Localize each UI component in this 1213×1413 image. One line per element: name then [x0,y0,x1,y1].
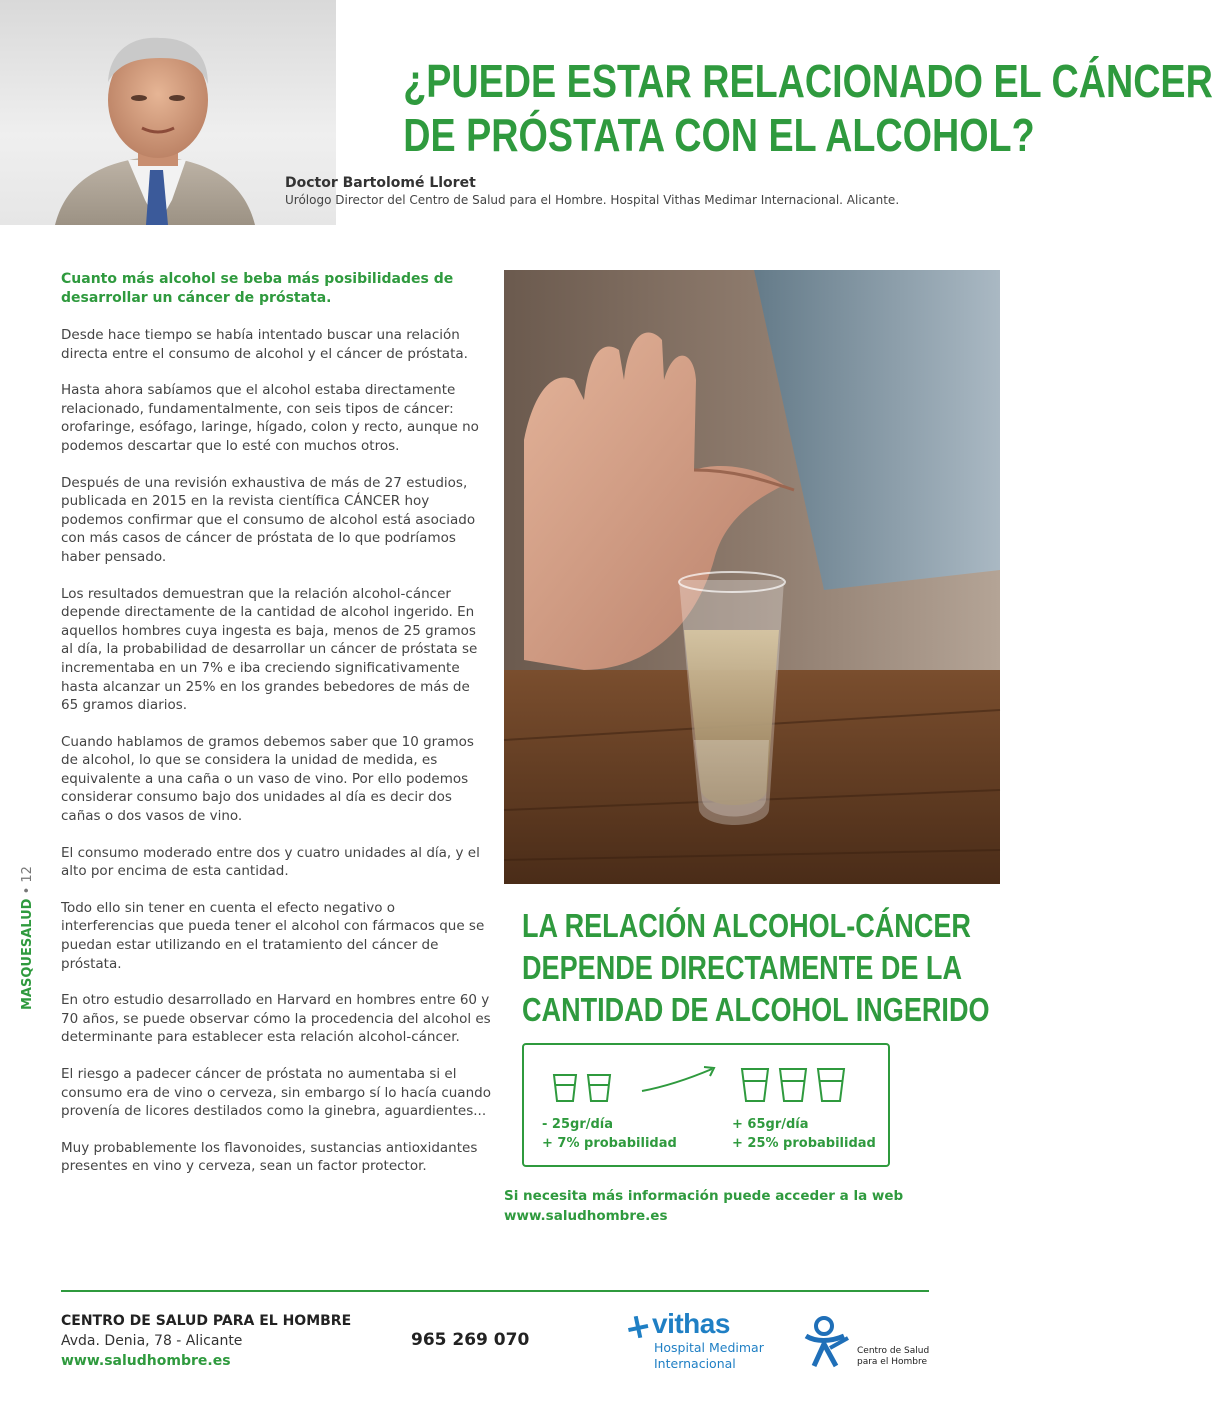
vithas-subtitle-line-1: Hospital Medimar [654,1340,764,1355]
footer-divider [61,1290,929,1292]
paragraph: Los resultados demuestran que la relación alcohol-cáncer depende directamente de la cantidad de alcohol ingerido. En aquellos hombres cuya ingesta es baja, menos de 25 gramos al día, la probabilidad de desarrollar un cáncer de próstata se incrementaba en un 7% e iba creciendo significativamente hasta alcanzar un 25% en los grandes bebedores de más de 65 gramos diarios. [61,585,478,714]
title-line-1: ¿PUEDE ESTAR RELACIONADO EL CÁNCER [403,55,1213,107]
centro-salud-logo-icon [800,1314,860,1370]
glass-icon [818,1069,844,1101]
paragraph: Todo ello sin tener en cuenta el efecto negativo o interferencias que pueda tener el alcohol con fármacos que se puedan estar utilizando en el tratamiento del cáncer de próstata. [61,899,485,972]
more-info-text: Si necesita más información puede acceder a la web [504,1188,904,1204]
article-title [403,54,1213,162]
callout-line-1: LA RELACIÓN ALCOHOL-CÁNCER [522,907,971,944]
high-grams: + 65gr/día [732,1117,809,1132]
high-consumption-stat [732,1115,876,1153]
more-info [504,1186,903,1226]
page-label [20,866,35,1010]
vithas-subtitle-line-2: Internacional [654,1356,736,1371]
glass-icon [588,1075,610,1101]
page-number: 12 [20,866,35,883]
hand-and-glass-illustration [504,270,1000,884]
paragraph: El consumo moderado entre dos y cuatro unidades al día, y el alto por encima de esta cantidad. [61,844,480,880]
paragraph: Desde hace tiempo se había intentado buscar una relación directa entre el consumo de alcohol y el cáncer de próstata. [61,327,468,362]
glass-icon [780,1069,806,1101]
high-probability: + 25% probabilidad [732,1136,876,1151]
csh-line-2: para el Hombre [857,1357,927,1367]
vithas-logo-icon [624,1312,652,1340]
centro-salud-logo-text [857,1346,929,1368]
glass-icon [742,1069,768,1101]
footer-address: Avda. Denia, 78 - Alicante [61,1333,243,1349]
vithas-logo: vithas [652,1308,730,1339]
low-grams: - 25gr/día [542,1117,614,1132]
arrow-up-right-icon [642,1067,714,1091]
portrait-illustration [0,0,336,225]
paragraph: Muy probablemente los flavonoides, sustancias antioxidantes presentes en vino y cerveza, sean un factor protector. [61,1139,478,1175]
callout-heading [522,905,990,1031]
glasses-diagram [524,1045,888,1115]
footer-center-name: CENTRO DE SALUD PARA EL HOMBRE [61,1313,352,1329]
low-probability: + 7% probabilidad [542,1136,677,1151]
author-name: Doctor Bartolomé Lloret [285,175,476,191]
csh-line-1: Centro de Salud [857,1346,930,1356]
callout-line-3: CANTIDAD DE ALCOHOL INGERIDO [522,991,990,1028]
label-separator: • [20,886,35,895]
consumption-infographic [522,1043,890,1167]
refusing-drink-photo [504,270,1000,884]
footer-phone: 965 269 070 [411,1330,530,1350]
callout-line-2: DEPENDE DIRECTAMENTE DE LA [522,949,963,986]
paragraph: Cuando hablamos de gramos debemos saber que 10 gramos de alcohol, lo que se considera la unidad de medida, es equivalente a una caña o un vaso de vino. Por ello podemos considerar consumo bajo dos unidades al día es decir dos cañas o dos vasos de vino. [61,733,474,825]
article-lead: Cuanto más alcohol se beba más posibilidades de desarrollar un cáncer de próstata. [61,271,454,306]
glass-icon [554,1075,576,1101]
paragraph: El riesgo a padecer cáncer de próstata no aumentaba si el consumo era de vino o cerveza, sin embargo sí lo hacía cuando provenía de licores destilados como la ginebra, aguardientes... [61,1066,491,1120]
low-consumption-stat [542,1115,677,1153]
paragraph: Después de una revisión exhaustiva de más de 27 estudios, publicada en 2015 en la revista científica CÁNCER hoy podemos confirmar que el consumo de alcohol está asociado con más casos de cáncer de próstata de lo que podríamos haber pensado. [61,474,476,565]
footer-website-link[interactable]: www.saludhombre.es [61,1353,231,1369]
paragraph: En otro estudio desarrollado en Harvard en hombres entre 60 y 70 años, se puede observar cómo la procedencia del alcohol es determinante para establecer esta relación alcohol-cáncer. [61,992,491,1046]
more-info-link[interactable]: www.saludhombre.es [504,1208,668,1224]
vithas-subtitle [654,1340,764,1372]
author-portrait [0,0,336,225]
author-role: Urólogo Director del Centro de Salud para el Hombre. Hospital Vithas Medimar Internacional. Alicante. [285,193,900,207]
article-body [61,270,491,1194]
title-line-2: DE PRÓSTATA CON EL ALCOHOL? [403,109,1035,161]
paragraph: Hasta ahora sabíamos que el alcohol estaba directamente relacionado, fundamentalmente, con seis tipos de cáncer: orofaringe, esófago, laringe, hígado, colon y recto, aunque no podemos descartar que lo esté con muchos otros. [61,382,479,454]
magazine-name: MASQUESALUD [20,898,35,1010]
